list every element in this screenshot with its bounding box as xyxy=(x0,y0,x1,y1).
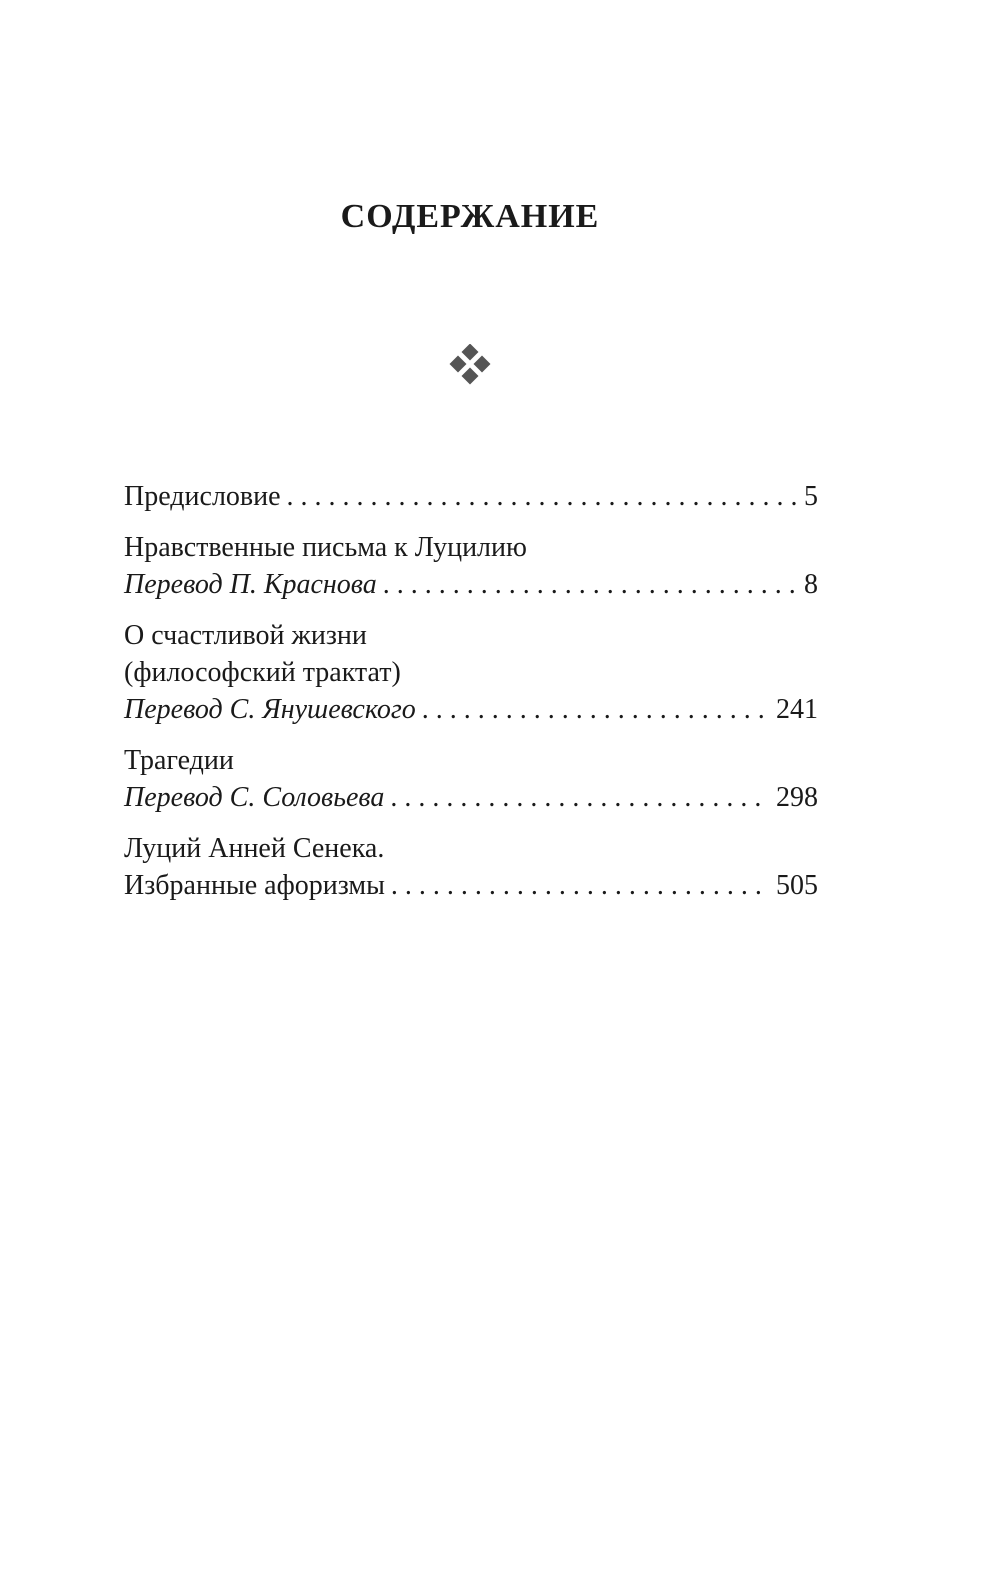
toc-page-number: 5 xyxy=(804,481,818,512)
toc-entry-translator: Перевод С. Янушевского xyxy=(124,694,416,725)
toc-entry-title: Предисловие xyxy=(124,481,281,512)
toc-entry-title: Трагедии xyxy=(124,745,234,776)
toc-entry-title-line2: Избранные афоризмы xyxy=(124,870,385,901)
dot-leader xyxy=(391,867,770,904)
toc-entry-aphorisms[interactable] xyxy=(124,830,818,904)
toc-entry-preface[interactable] xyxy=(124,478,818,515)
toc-page-number: 505 xyxy=(776,870,818,901)
toc-entry-letters[interactable] xyxy=(124,529,818,603)
toc-page-number: 298 xyxy=(776,782,818,813)
dot-leader xyxy=(383,566,804,603)
dot-leader xyxy=(390,779,770,816)
toc-entry-happy-life[interactable] xyxy=(124,617,818,728)
dot-leader xyxy=(287,478,804,515)
toc-entry-tragedies[interactable] xyxy=(124,742,818,816)
toc-entry-title: О счастливой жизни xyxy=(124,620,367,651)
toc-page-number: 241 xyxy=(776,694,818,725)
toc-entry-title: Луций Анней Сенека. xyxy=(124,833,385,864)
page-title: СОДЕРЖАНИЕ xyxy=(340,198,600,235)
toc-entry-translator: Перевод П. Краснова xyxy=(124,569,377,600)
toc-entry-title: Нравственные письма к Луцилию xyxy=(124,532,527,563)
toc-entry-translator: Перевод С. Соловьева xyxy=(124,782,385,813)
table-of-contents xyxy=(124,478,818,918)
toc-page-number: 8 xyxy=(804,569,818,600)
ornament-icon xyxy=(448,344,494,390)
toc-entry-title-line2: (философский трактат) xyxy=(124,657,401,688)
dot-leader xyxy=(422,691,770,728)
